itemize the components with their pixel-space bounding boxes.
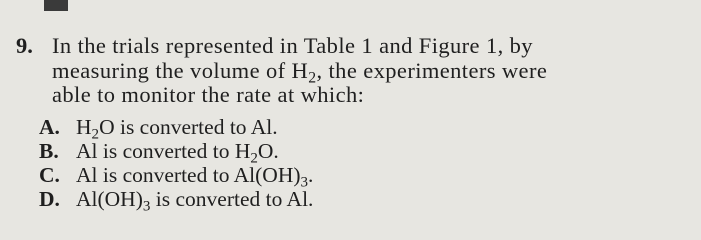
choice-letter: D. [39, 187, 60, 211]
question-number: 9. [16, 33, 33, 58]
answer-choice-c[interactable] [39, 163, 314, 191]
choice-letter: A. [39, 115, 60, 139]
scan-edge-mark [44, 0, 68, 11]
subscript: 2 [308, 69, 317, 87]
choice-text: Al is converted to $H_2O$. [76, 139, 279, 167]
subscript: 3 [300, 174, 309, 191]
answer-choice-d[interactable] [39, 187, 314, 215]
question-stem-line-3: able to monitor the rate at which: [52, 82, 365, 107]
choice-text: $H_2O$ is converted to Al. [76, 115, 278, 143]
answer-choice-b[interactable] [39, 139, 279, 167]
answer-choice-a[interactable] [39, 115, 278, 143]
subscript: 2 [91, 126, 100, 143]
question-stem-line-2: measuring the volume of $H_2$, the experimenters were [52, 58, 548, 87]
choice-letter: B. [39, 139, 59, 163]
choice-text: $Al(OH)_3$ is converted to Al. [76, 187, 314, 215]
choice-letter: C. [39, 163, 60, 187]
choice-text: Al is converted to $Al(OH)_3$. [76, 163, 314, 191]
question-stem-line-1: In the trials represented in Table 1 and Figure 1, by [52, 33, 533, 58]
subscript: 3 [142, 198, 151, 215]
subscript: 2 [250, 150, 258, 167]
